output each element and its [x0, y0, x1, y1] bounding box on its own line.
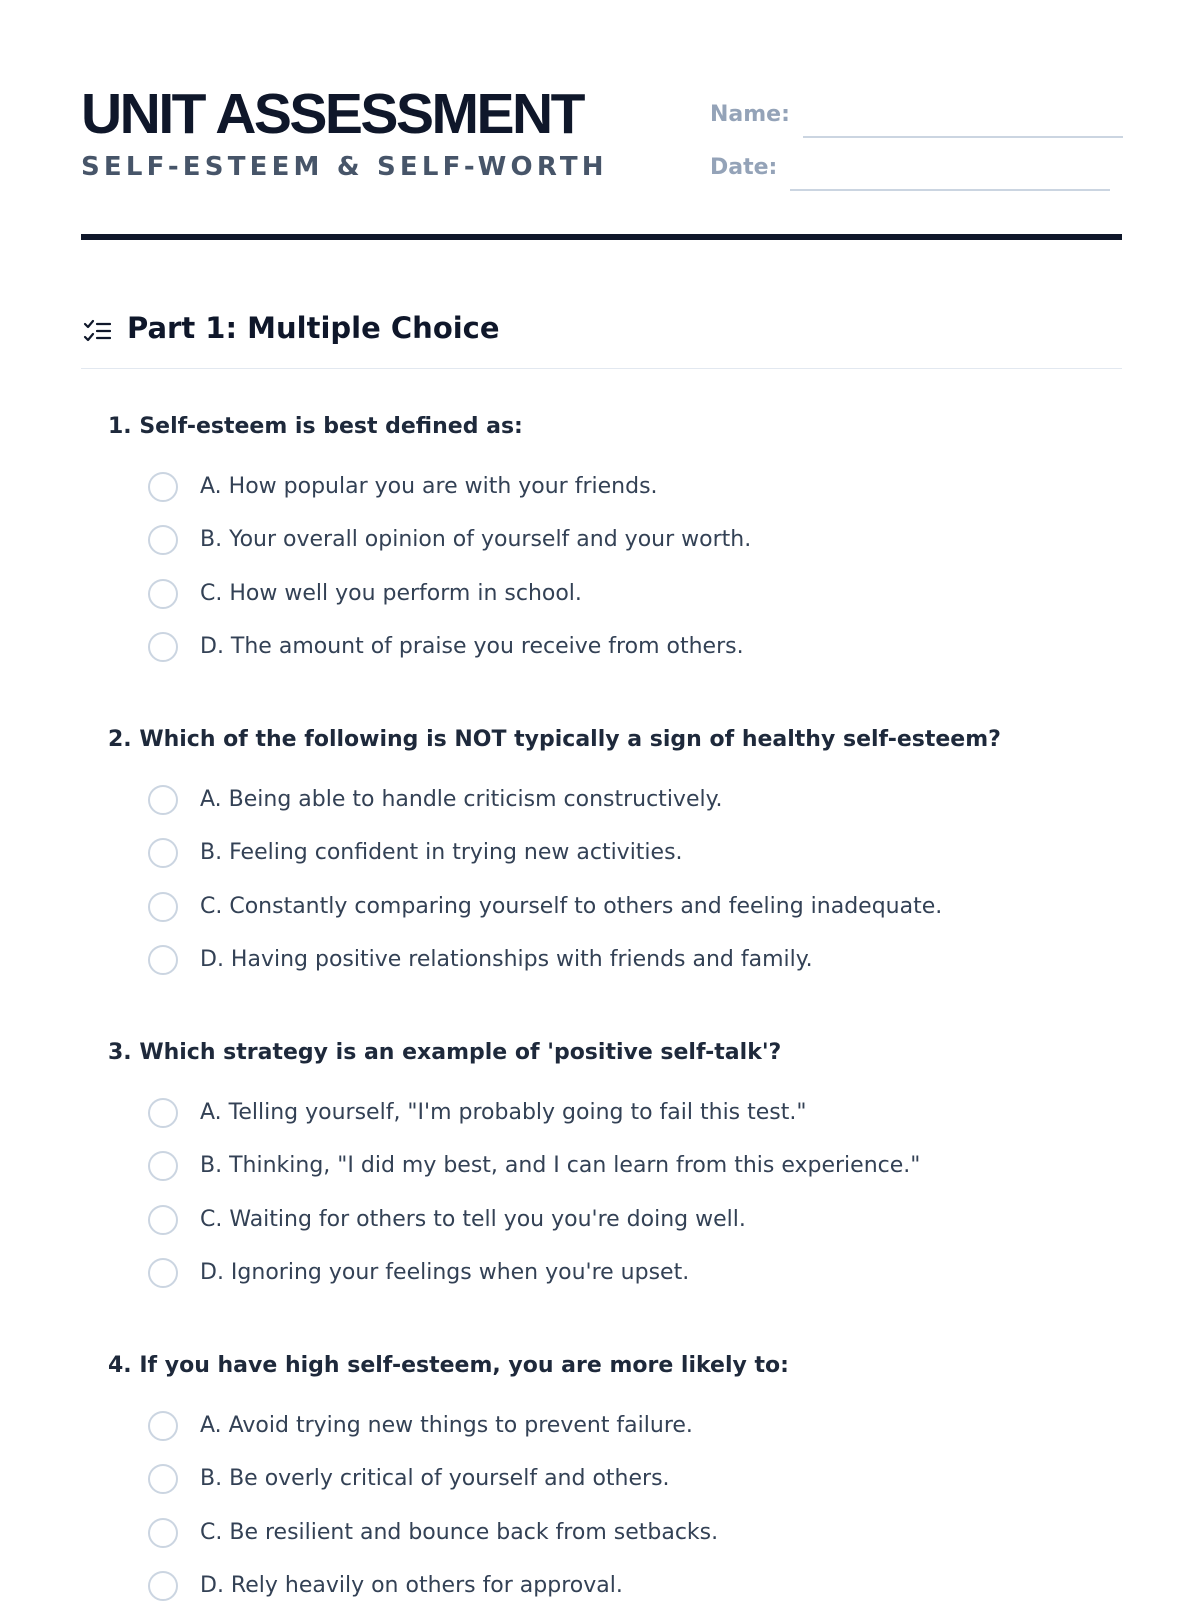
radio-button[interactable]	[148, 1518, 178, 1548]
option-label: B. Feeling confident in trying new activities.	[200, 840, 683, 865]
name-field[interactable]	[803, 136, 1123, 138]
option-4b[interactable]	[148, 1463, 1108, 1499]
option-label: A. Telling yourself, "I'm probably going to fail this test."	[200, 1100, 807, 1125]
question-text: 3. Which strategy is an example of 'positive self-talk'?	[108, 1040, 782, 1065]
option-label: B. Be overly critical of yourself and others.	[200, 1466, 670, 1491]
option-1b[interactable]	[148, 524, 1108, 560]
option-1c[interactable]	[148, 578, 1108, 614]
question-text: 2. Which of the following is NOT typically a sign of healthy self-esteem?	[108, 727, 1001, 752]
option-label: D. Rely heavily on others for approval.	[200, 1573, 623, 1598]
option-label: D. The amount of praise you receive from others.	[200, 634, 744, 659]
section-header	[81, 302, 1122, 369]
radio-button[interactable]	[148, 579, 178, 609]
option-4d[interactable]	[148, 1570, 1108, 1606]
option-3d[interactable]	[148, 1257, 1108, 1293]
checklist-icon	[83, 318, 111, 346]
radio-button[interactable]	[148, 785, 178, 815]
option-label: A. How popular you are with your friends.	[200, 474, 658, 499]
question-text: 4. If you have high self-esteem, you are more likely to:	[108, 1353, 789, 1378]
option-label: C. Waiting for others to tell you you're doing well.	[200, 1207, 746, 1232]
option-label: B. Thinking, "I did my best, and I can learn from this experience."	[200, 1153, 921, 1178]
radio-button[interactable]	[148, 525, 178, 555]
date-label: Date:	[710, 155, 778, 180]
section-title: Part 1: Multiple Choice	[127, 311, 500, 345]
header-divider	[81, 234, 1122, 240]
option-label: D. Having positive relationships with friends and family.	[200, 947, 813, 972]
radio-button[interactable]	[148, 1258, 178, 1288]
option-3b[interactable]	[148, 1150, 1108, 1186]
option-3a[interactable]	[148, 1097, 1108, 1133]
radio-button[interactable]	[148, 1205, 178, 1235]
option-2a[interactable]	[148, 784, 1108, 820]
radio-button[interactable]	[148, 632, 178, 662]
date-field[interactable]	[790, 189, 1110, 191]
option-1a[interactable]	[148, 471, 1108, 507]
worksheet-header	[81, 78, 1122, 243]
name-label: Name:	[710, 102, 790, 127]
radio-button[interactable]	[148, 892, 178, 922]
option-2b[interactable]	[148, 837, 1108, 873]
question-text: 1. Self-esteem is best defined as:	[108, 414, 523, 439]
radio-button[interactable]	[148, 945, 178, 975]
option-4a[interactable]	[148, 1410, 1108, 1446]
option-label: A. Being able to handle criticism constructively.	[200, 787, 723, 812]
option-label: C. Be resilient and bounce back from setbacks.	[200, 1520, 719, 1545]
radio-button[interactable]	[148, 1464, 178, 1494]
radio-button[interactable]	[148, 838, 178, 868]
radio-button[interactable]	[148, 1411, 178, 1441]
page-title: UNIT ASSESSMENT	[81, 82, 583, 146]
option-label: C. Constantly comparing yourself to others and feeling inadequate.	[200, 894, 943, 919]
option-label: C. How well you perform in school.	[200, 581, 582, 606]
option-4c[interactable]	[148, 1517, 1108, 1553]
radio-button[interactable]	[148, 1571, 178, 1601]
option-2d[interactable]	[148, 944, 1108, 980]
radio-button[interactable]	[148, 1151, 178, 1181]
option-label: D. Ignoring your feelings when you're upset.	[200, 1260, 690, 1285]
option-1d[interactable]	[148, 631, 1108, 667]
assessment-page	[81, 0, 1122, 1600]
option-2c[interactable]	[148, 891, 1108, 927]
page-subtitle: SELF-ESTEEM & SELF-WORTH	[81, 152, 608, 182]
radio-button[interactable]	[148, 472, 178, 502]
option-3c[interactable]	[148, 1204, 1108, 1240]
option-label: B. Your overall opinion of yourself and your worth.	[200, 527, 752, 552]
option-label: A. Avoid trying new things to prevent failure.	[200, 1413, 693, 1438]
radio-button[interactable]	[148, 1098, 178, 1128]
